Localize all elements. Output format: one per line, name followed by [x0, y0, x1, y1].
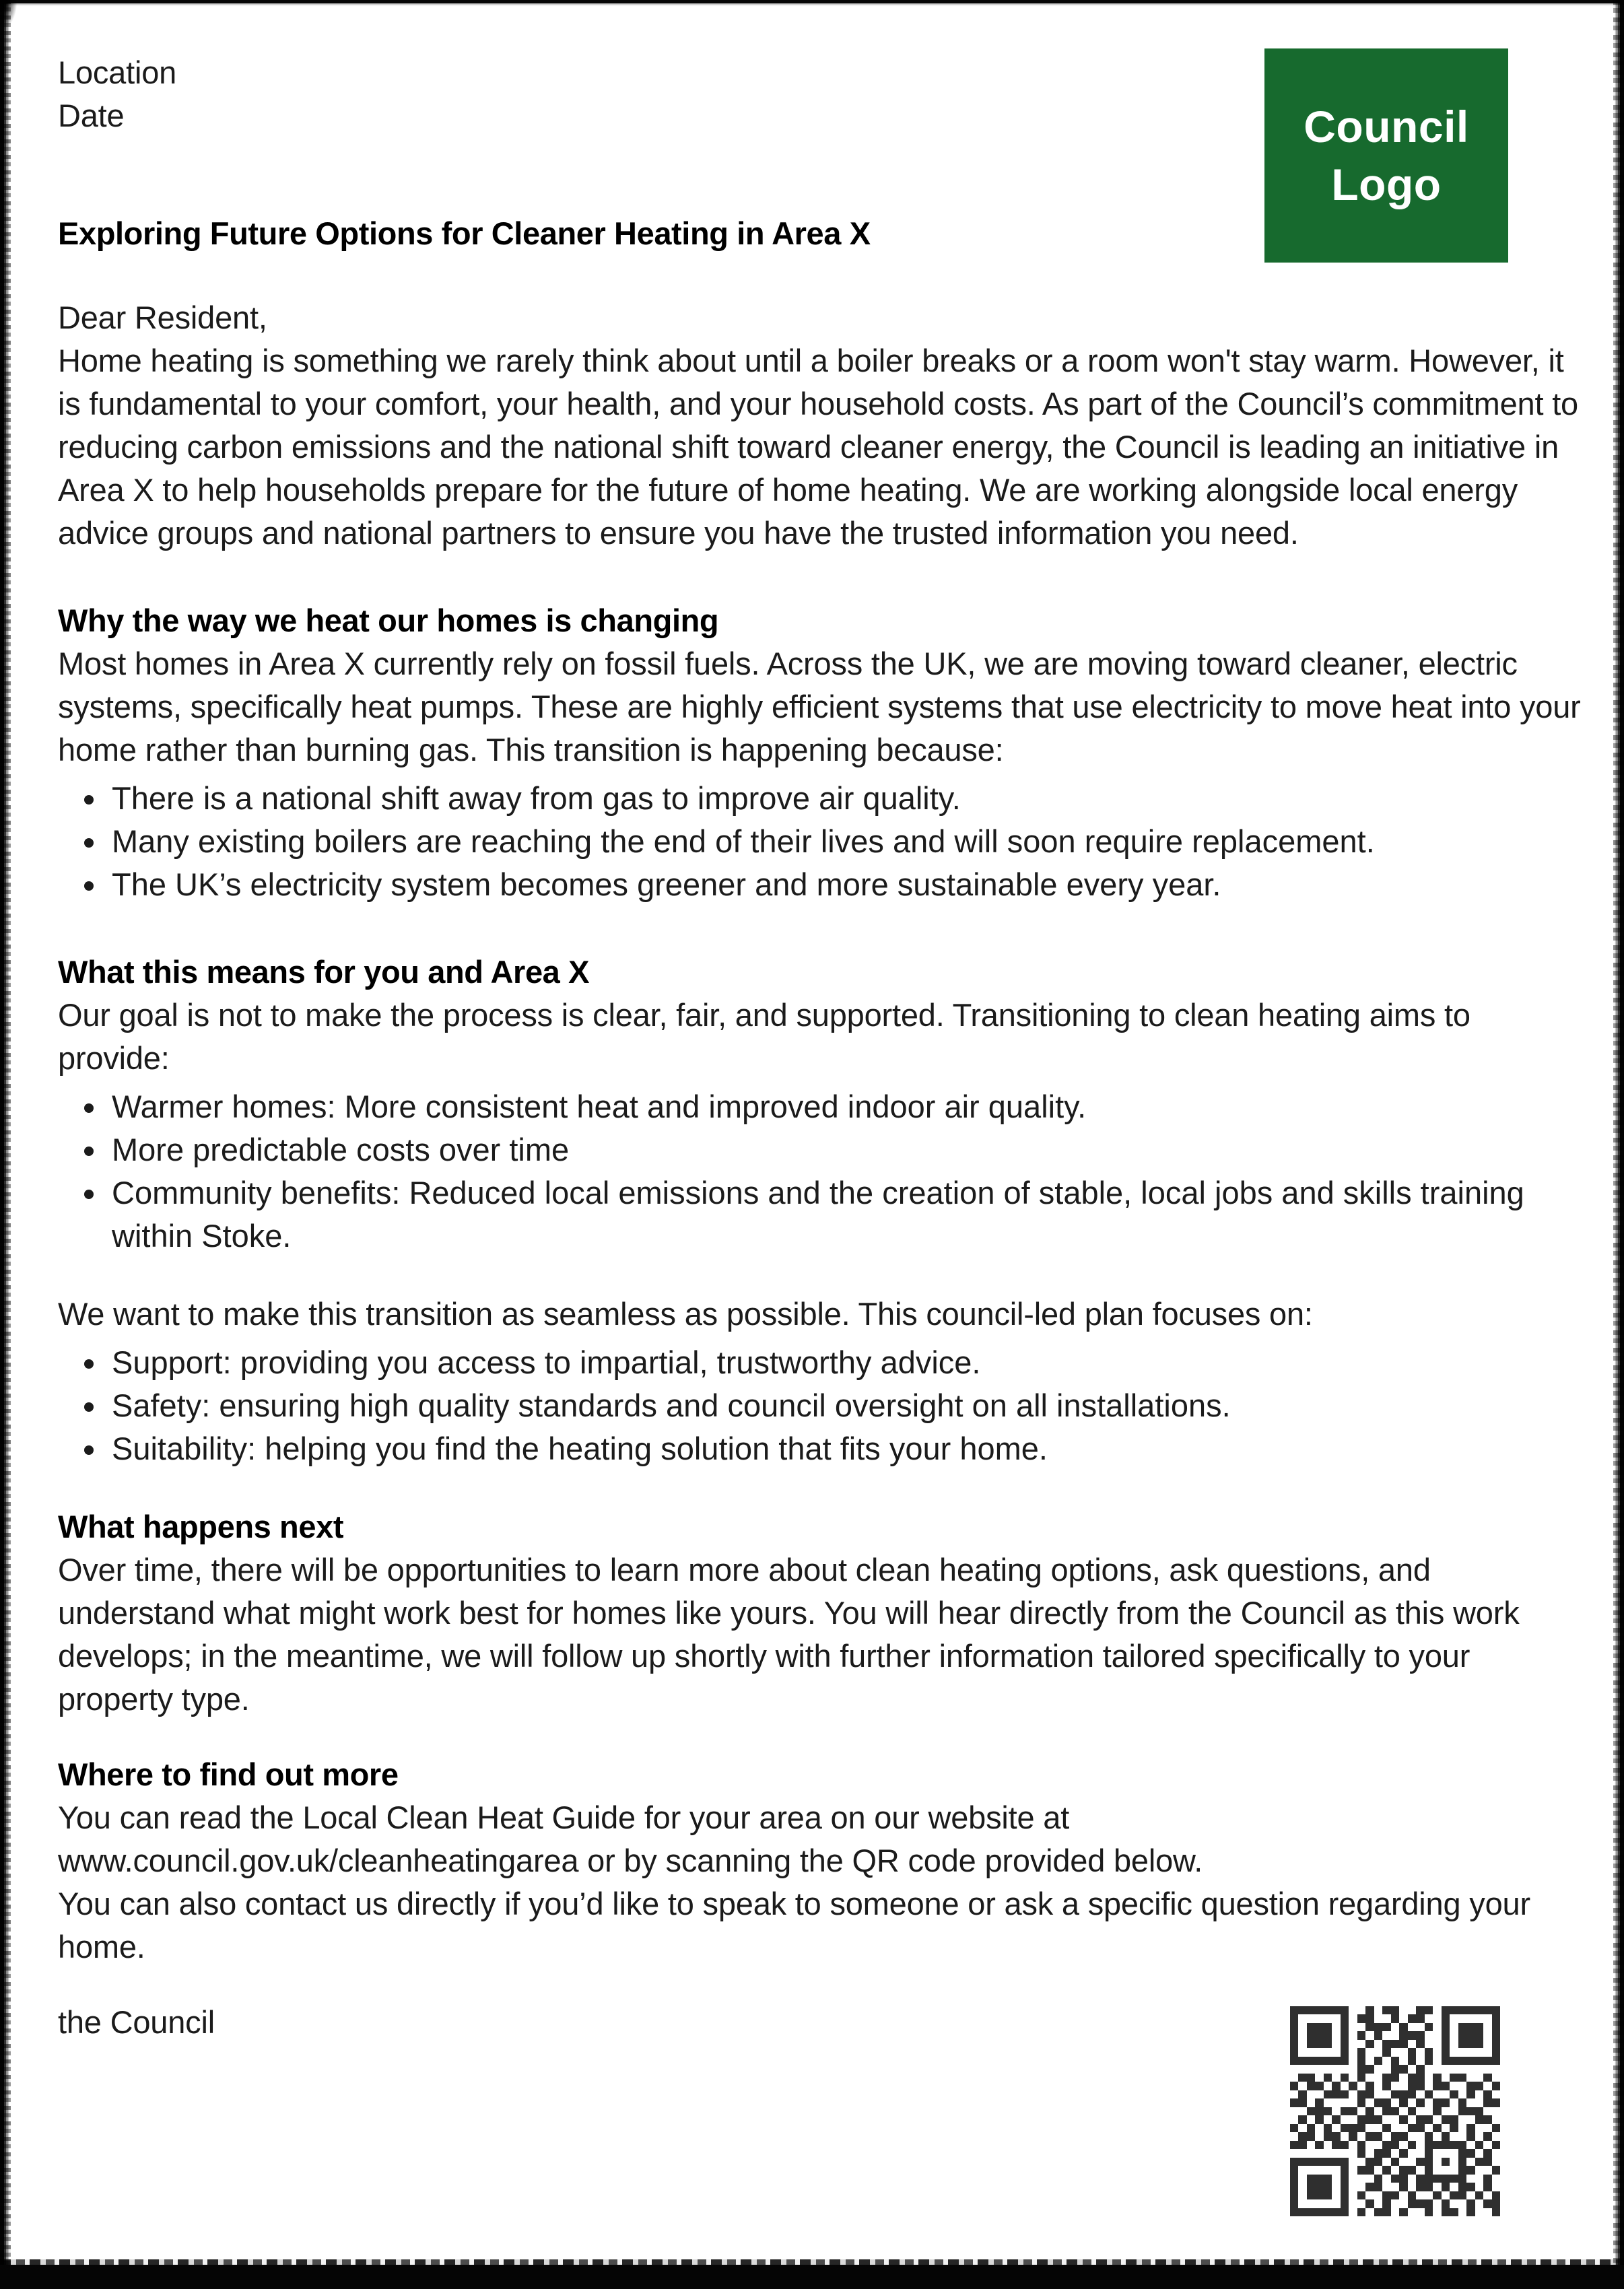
section-body-next: Over time, there will be opportunities to learn more about clean heating options, ask questions, and understand what might work best for homes like yours. You will hear directly from the Council as this work develops; in the meantime, we will follow up shortly with further information tailored specifically to your property type.: [58, 1552, 1520, 1717]
intro-paragraph: Home heating is something we rarely think about until a boiler breaks or a room won't stay warm. However, it is fundamental to your comfort, your health, and your household costs. As part of the Council’s commitment to reducing carbon emissions and the national shift toward cleaner energy, the Council is leading an initiative in Area X to help households prepare for the future of home heating. We are working alongside local energy advice groups and national partners to ensure you have the trusted information you need.: [58, 343, 1578, 551]
bullet-item: • Many existing boilers are reaching the end of their lives and will soon require replacement.: [108, 820, 1589, 863]
section-why-changing: [58, 599, 1589, 906]
date-line: Date: [58, 98, 125, 133]
scan-edge-bottom: [0, 2265, 1624, 2289]
bullet-list-plan: [58, 1341, 1589, 1470]
location-line: Location: [58, 55, 177, 90]
section-heading-means: What this means for you and Area X: [58, 954, 590, 990]
bullet-item: • Suitability: helping you find the heating solution that fits your home.: [108, 1427, 1589, 1470]
bullet-list-means: [58, 1085, 1589, 1258]
scan-corner-top-left: [0, 0, 18, 31]
scan-edge-bottom-fray: [0, 2259, 1624, 2265]
logo-text-line2: Logo: [1331, 160, 1442, 209]
qr-code: [1290, 2006, 1500, 2216]
salutation: Dear Resident,: [58, 300, 267, 335]
section-body-more: You can read the Local Clean Heat Guide for your area on our website at www.council.gov.uk/cleanheatingarea or by scanning the QR code provided below.: [58, 1800, 1203, 1878]
section-body-more-contact: You can also contact us directly if you’d like to speak to someone or ask a specific question regarding your home.: [58, 1886, 1530, 1965]
scan-edge-top: [0, 0, 1624, 3]
intro-block: [58, 296, 1589, 555]
signoff: the Council: [58, 2004, 215, 2040]
section-what-it-means: [58, 951, 1589, 1258]
logo-text-line1: Council: [1304, 102, 1469, 151]
bullet-item: • Safety: ensuring high quality standards and council oversight on all installations.: [108, 1384, 1589, 1427]
section-heading-next: What happens next: [58, 1509, 344, 1544]
bullet-list-why: [58, 777, 1589, 906]
council-logo: [1264, 48, 1508, 263]
bullet-item: • Community benefits: Reduced local emissions and the creation of stable, local jobs and skills training within Stoke.: [108, 1171, 1589, 1258]
scan-edge-right: [1613, 0, 1624, 2289]
section-body-plan: We want to make this transition as seamless as possible. This council-led plan focuses on:: [58, 1296, 1313, 1332]
scan-edge-left: [0, 0, 11, 2289]
section-body-why: Most homes in Area X currently rely on fossil fuels. Across the UK, we are moving toward cleaner, electric systems, specifically heat pumps. These are highly efficient systems that use electricity to move heat into your home rather than burning gas. This transition is happening because:: [58, 646, 1581, 767]
letter-title: Exploring Future Options for Cleaner Heating in Area X: [58, 215, 871, 251]
bullet-item: • More predictable costs over time: [108, 1128, 1589, 1171]
section-what-happens-next: [58, 1505, 1589, 1721]
section-body-means: Our goal is not to make the process is clear, fair, and supported. Transitioning to clean heating aims to provide:: [58, 997, 1470, 1076]
bullet-item: • Support: providing you access to impartial, trustworthy advice.: [108, 1341, 1589, 1384]
section-find-out-more: [58, 1753, 1589, 1969]
bullet-item: • Warmer homes: More consistent heat and improved indoor air quality.: [108, 1085, 1589, 1128]
bullet-item: • There is a national shift away from gas to improve air quality.: [108, 777, 1589, 820]
section-heading-more: Where to find out more: [58, 1756, 399, 1792]
letter-body: [58, 51, 1589, 2044]
section-heading-why: Why the way we heat our homes is changing: [58, 603, 719, 638]
section-council-plan: [58, 1293, 1589, 1470]
bullet-item: • The UK’s electricity system becomes greener and more sustainable every year.: [108, 863, 1589, 906]
